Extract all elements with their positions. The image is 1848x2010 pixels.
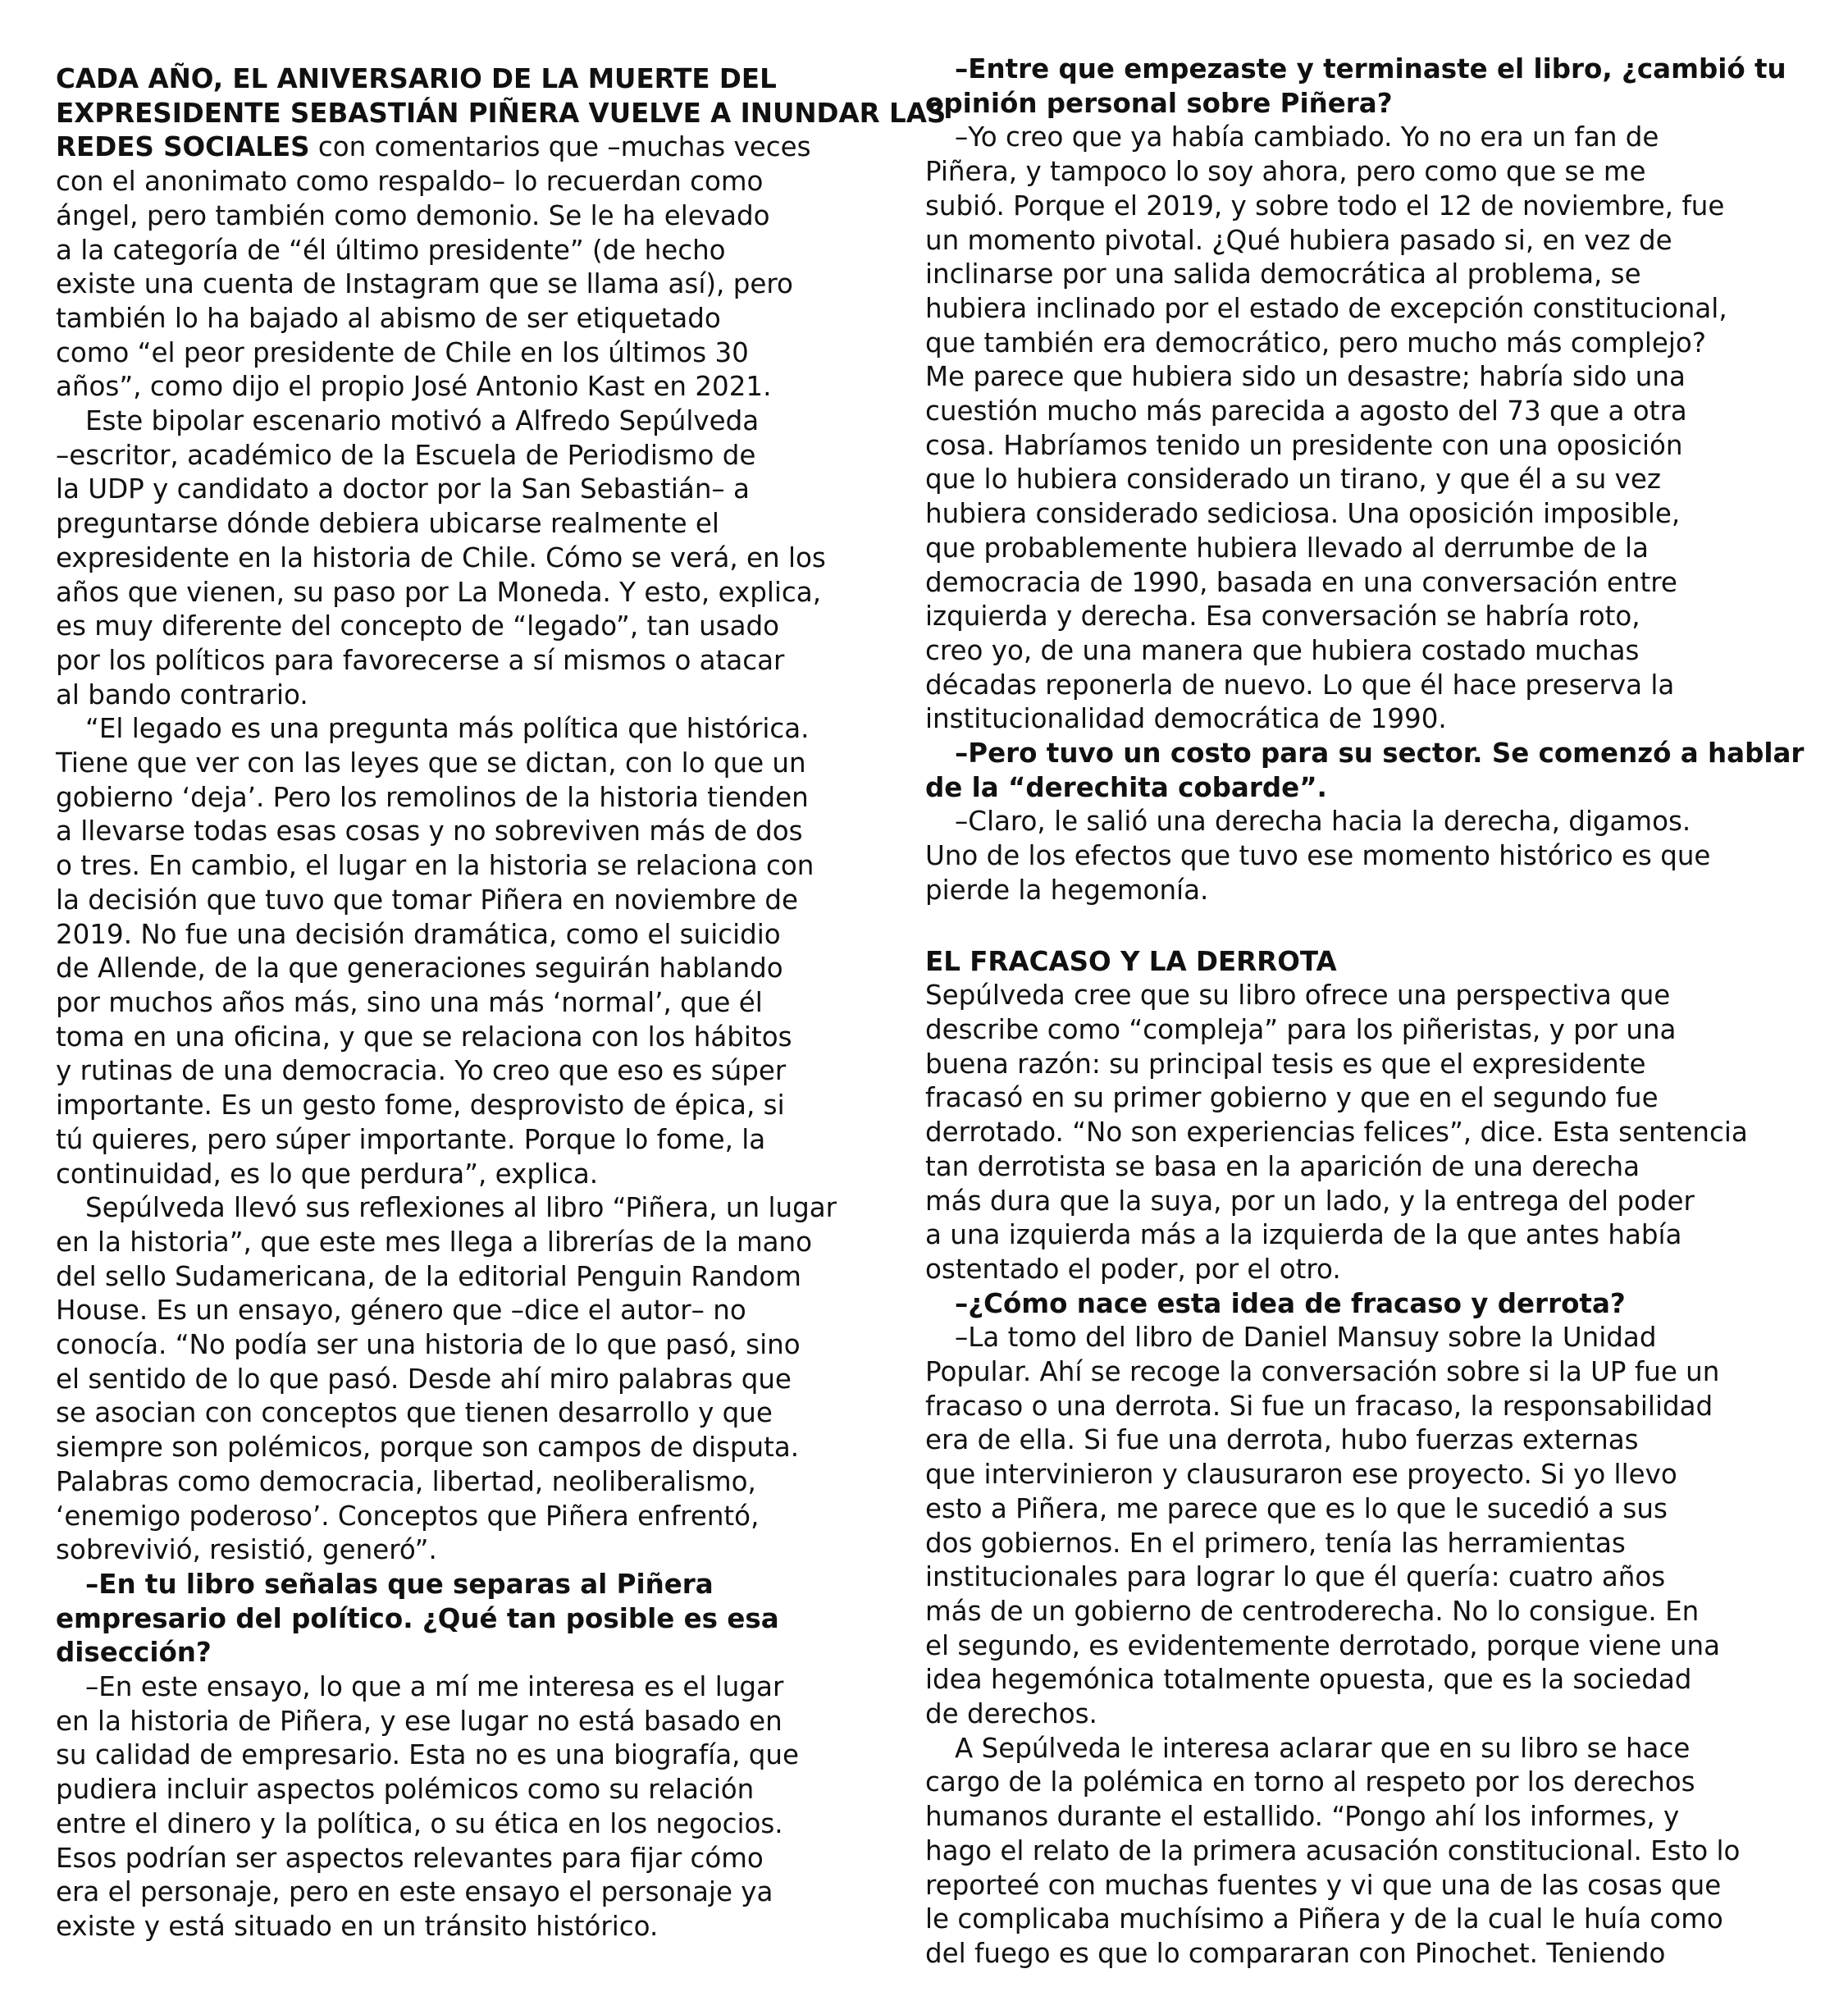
text-line: House. Es un ensayo, género que –dice el autor– no (56, 1295, 746, 1327)
question-line: –Pero tuvo un costo para su sector. Se comenzó a hablar (955, 738, 1805, 770)
text-line: es muy diferente del concepto de “legado”, tan usado (56, 610, 780, 642)
text-line: la decisión que tuvo que tomar Piñera en noviembre de (56, 884, 799, 916)
text-line: a la categoría de “él último presidente” (de hecho (56, 234, 726, 266)
text-line: siempre son polémicos, porque son campos de disputa. (56, 1432, 800, 1464)
text-line: buena razón: su principal tesis es que el expresidente (925, 1048, 1646, 1080)
interview-question (925, 1287, 1795, 1322)
text-line: y rutinas de una democracia. Yo creo que eso es súper (56, 1055, 787, 1087)
section-subheading (925, 945, 1795, 980)
text-line: de Allende, de la que generaciones seguirán hablando (56, 952, 783, 984)
text-line: que probablemente hubiera llevado al derrumbe de la (925, 532, 1649, 564)
question-line: –En tu libro señalas que separas al Piñera (85, 1568, 714, 1600)
text-line: izquierda y derecha. Esa conversación se habría roto, (925, 601, 1640, 633)
lead-bold-lead-in: REDES SOCIALES (56, 131, 310, 163)
text-line: sobrevivió, resistió, generó”. (56, 1534, 437, 1566)
text-line: cuestión mucho más parecida a agosto del 73 que a otra (925, 395, 1687, 427)
text-line: con el anonimato como respaldo– lo recuerdan como (56, 166, 764, 198)
text-line: al bando contrario. (56, 678, 308, 710)
text-line: tan derrotista se basa en la aparición de una derecha (925, 1150, 1640, 1182)
text-line: por muchos años más, sino una más ‘normal’, que él (56, 986, 763, 1018)
paragraph (56, 404, 876, 712)
text-line: en la historia de Piñera, y ese lugar no está basado en (56, 1705, 783, 1737)
lead-line-rest: con comentarios que –muchas veces (309, 131, 811, 163)
left-column (56, 62, 947, 1944)
text-line: –escritor, académico de la Escuela de Periodismo de (56, 439, 756, 471)
paragraph (56, 712, 876, 1191)
subheading-text: EL FRACASO Y LA DERROTA (925, 945, 1337, 977)
interview-question (925, 53, 1795, 121)
lead-mixed-line (56, 130, 876, 165)
text-line: el segundo, es evidentemente derrotado, porque viene una (925, 1629, 1721, 1661)
interview-answer (925, 805, 1795, 907)
text-line: preguntarse dónde debiera ubicarse realmente el (56, 508, 719, 540)
text-line: ‘enemigo poderoso’. Conceptos que Piñera enfrentó, (56, 1500, 760, 1532)
text-line: años”, como dijo el propio José Antonio Kast en 2021. (56, 371, 772, 403)
text-line: expresidente en la historia de Chile. Cómo se verá, en los (56, 541, 826, 573)
text-line: que lo hubiera considerado un tirano, y que él a su vez (925, 464, 1661, 496)
text-line: la UDP y candidato a doctor por la San Sebastián– a (56, 473, 750, 505)
text-line: hubiera considerado sediciosa. Una oposición imposible, (925, 498, 1681, 530)
interview-answer (56, 1670, 876, 1944)
question-line: –Entre que empezaste y terminaste el libro, ¿cambió tu (955, 53, 1786, 85)
text-line: en la historia”, que este mes llega a librerías de la mano (56, 1226, 813, 1258)
lead-bold-line: CADA AÑO, EL ANIVERSARIO DE LA MUERTE DEL (56, 63, 777, 94)
text-line: Me parece que hubiera sido un desastre; habría sido una (925, 361, 1686, 393)
text-line: entre el dinero y la política, o su ética en los negocios. (56, 1807, 783, 1839)
interview-question (56, 1568, 876, 1670)
text-line: conocía. “No podía ser una historia de lo que pasó, sino (56, 1329, 801, 1361)
text-line: a una izquierda más a la izquierda de la que antes había (925, 1219, 1682, 1251)
text-line: fracasó en su primer gobierno y que en el segundo fue (925, 1082, 1659, 1114)
text-line: o tres. En cambio, el lugar en la historia se relaciona con (56, 850, 814, 882)
text-line: derrotado. “No son experiencias felices”, dice. Esta sentencia (925, 1117, 1748, 1149)
text-line: era el personaje, pero en este ensayo el personaje ya (56, 1876, 773, 1908)
question-line: opinión personal sobre Piñera? (925, 87, 1393, 119)
text-line: inclinarse por una salida democrática al problema, se (925, 258, 1641, 290)
text-line: le complicaba muchísimo a Piñera y de la cual le huía como (925, 1903, 1723, 1935)
text-line: –En este ensayo, lo que a mí me interesa es el lugar (85, 1671, 784, 1703)
text-line: 2019. No fue una decisión dramática, como el suicidio (56, 918, 781, 950)
text-line: se asocian con conceptos que tienen desarrollo y que (56, 1397, 773, 1429)
lead-paragraph (56, 62, 947, 404)
text-line: era de ella. Si fue una derrota, hubo fuerzas externas (925, 1424, 1639, 1456)
text-line: más dura que la suya, por un lado, y la entrega del poder (925, 1185, 1695, 1217)
text-line: como “el peor presidente de Chile en los últimos 30 (56, 336, 749, 368)
text-line: de derechos. (925, 1698, 1097, 1730)
text-line: creo yo, de una manera que hubiera costado muchas (925, 634, 1640, 666)
text-line: A Sepúlveda le interesa aclarar que en su libro se hace (955, 1732, 1691, 1764)
lead-bold-line: EXPRESIDENTE SEBASTIÁN PIÑERA VUELVE A INUNDAR LAS (56, 97, 947, 129)
text-line: institucionales para lograr lo que él quería: cuatro años (925, 1561, 1666, 1593)
text-line: continuidad, es lo que perdura”, explica. (56, 1158, 599, 1190)
text-line: –La tomo del libro de Daniel Mansuy sobre la Unidad (955, 1322, 1657, 1354)
text-line: tú quieres, pero súper importante. Porque lo fome, la (56, 1123, 766, 1155)
text-line: hago el relato de la primera acusación constitucional. Esto lo (925, 1834, 1741, 1866)
text-line: cargo de la polémica en torno al respeto por los derechos (925, 1766, 1695, 1798)
text-line: por los políticos para favorecerse a sí mismos o atacar (56, 644, 785, 676)
text-line: dos gobiernos. En el primero, tenía las herramientas (925, 1527, 1626, 1559)
text-line: del fuego es que lo compararan con Pinochet. Teniendo (925, 1937, 1666, 1969)
text-line: un momento pivotal. ¿Qué hubiera pasado si, en vez de (925, 224, 1672, 256)
text-line: Piñera, y tampoco lo soy ahora, pero como que se me (925, 156, 1646, 188)
text-line: ostentado el poder, por el otro. (925, 1253, 1341, 1285)
text-line: Sepúlveda cree que su libro ofrece una perspectiva que (925, 980, 1671, 1012)
text-line: años que vienen, su paso por La Moneda. Y esto, explica, (56, 576, 822, 608)
text-line: reporteé con muchas fuentes y vi que una de las cosas que (925, 1869, 1722, 1901)
right-column (925, 53, 1805, 1971)
text-line: décadas reponerla de nuevo. Lo que él hace preserva la (925, 669, 1675, 701)
text-line: Tiene que ver con las leyes que se dictan, con lo que un (56, 747, 806, 779)
text-line: del sello Sudamericana, de la editorial Penguin Random (56, 1260, 801, 1292)
text-line: su calidad de empresario. Esta no es una biografía, que (56, 1739, 800, 1771)
text-line: –Claro, le salió una derecha hacia la derecha, digamos. (955, 806, 1691, 838)
text-line: describe como “compleja” para los piñeristas, y por una (925, 1013, 1677, 1045)
text-line: importante. Es un gesto fome, desprovisto de épica, si (56, 1090, 785, 1121)
text-line: fracaso o una derrota. Si fue un fracaso, la responsabilidad (925, 1390, 1713, 1422)
text-line: el sentido de lo que pasó. Desde ahí miro palabras que (56, 1363, 792, 1395)
text-line: Popular. Ahí se recoge la conversación sobre si la UP fue un (925, 1356, 1720, 1388)
paragraph (925, 1732, 1795, 1971)
text-line: democracia de 1990, basada en una conversación entre (925, 566, 1677, 598)
paragraph (925, 979, 1795, 1286)
text-line: pierde la hegemonía. (925, 874, 1209, 906)
text-line: Uno de los efectos que tuvo ese momento histórico es que (925, 840, 1711, 872)
text-line: “El legado es una pregunta más política que histórica. (85, 713, 810, 745)
text-line: más de un gobierno de centroderecha. No lo consigue. En (925, 1595, 1700, 1627)
text-line: ángel, pero también como demonio. Se le ha elevado (56, 199, 770, 231)
text-line: existe una cuenta de Instagram que se llama así), pero (56, 268, 793, 300)
text-line: esto a Piñera, me parece que es lo que le sucedió a sus (925, 1492, 1668, 1524)
text-line: Sepúlveda llevó sus reflexiones al libro “Piñera, un lugar (85, 1192, 837, 1224)
question-line: disección? (56, 1637, 212, 1669)
question-line: empresario del político. ¿Qué tan posible es esa (56, 1602, 779, 1634)
text-line: hubiera inclinado por el estado de excepción constitucional, (925, 292, 1727, 324)
text-line: toma en una oficina, y que se relaciona con los hábitos (56, 1021, 792, 1053)
text-line: pudiera incluir aspectos polémicos como su relación (56, 1774, 755, 1806)
interview-question (925, 737, 1805, 805)
text-line: Esos podrían ser aspectos relevantes para fijar cómo (56, 1842, 764, 1874)
question-line: –¿Cómo nace esta idea de fracaso y derrota? (955, 1287, 1626, 1319)
text-line: idea hegemónica totalmente opuesta, que es la sociedad (925, 1664, 1692, 1696)
text-line: también lo ha bajado al abismo de ser etiquetado (56, 302, 721, 334)
text-line: humanos durante el estallido. “Pongo ahí los informes, y (925, 1801, 1680, 1833)
interview-answer (925, 1321, 1795, 1731)
text-line: que intervinieron y clausuraron ese proyecto. Si yo llevo (925, 1459, 1677, 1491)
text-line: gobierno ‘deja’. Pero los remolinos de la historia tienden (56, 781, 809, 813)
text-line: Este bipolar escenario motivó a Alfredo Sepúlveda (85, 405, 760, 437)
text-line: institucionalidad democrática de 1990. (925, 703, 1447, 735)
paragraph (56, 1191, 876, 1568)
text-line: subió. Porque el 2019, y sobre todo el 12 de noviembre, fue (925, 190, 1725, 222)
text-line: que también era democrático, pero mucho más complejo? (925, 327, 1707, 359)
text-line: cosa. Habríamos tenido un presidente con una oposición (925, 429, 1683, 461)
text-line: existe y está situado en un tránsito histórico. (56, 1910, 659, 1942)
text-line: a llevarse todas esas cosas y no sobreviven más de dos (56, 815, 803, 847)
section-spacer (925, 908, 1795, 945)
question-line: de la “derechita cobarde”. (925, 771, 1327, 803)
text-line: Palabras como democracia, libertad, neoliberalismo, (56, 1465, 756, 1497)
text-line: –Yo creo que ya había cambiado. Yo no era un fan de (955, 121, 1659, 153)
interview-answer (925, 121, 1795, 737)
